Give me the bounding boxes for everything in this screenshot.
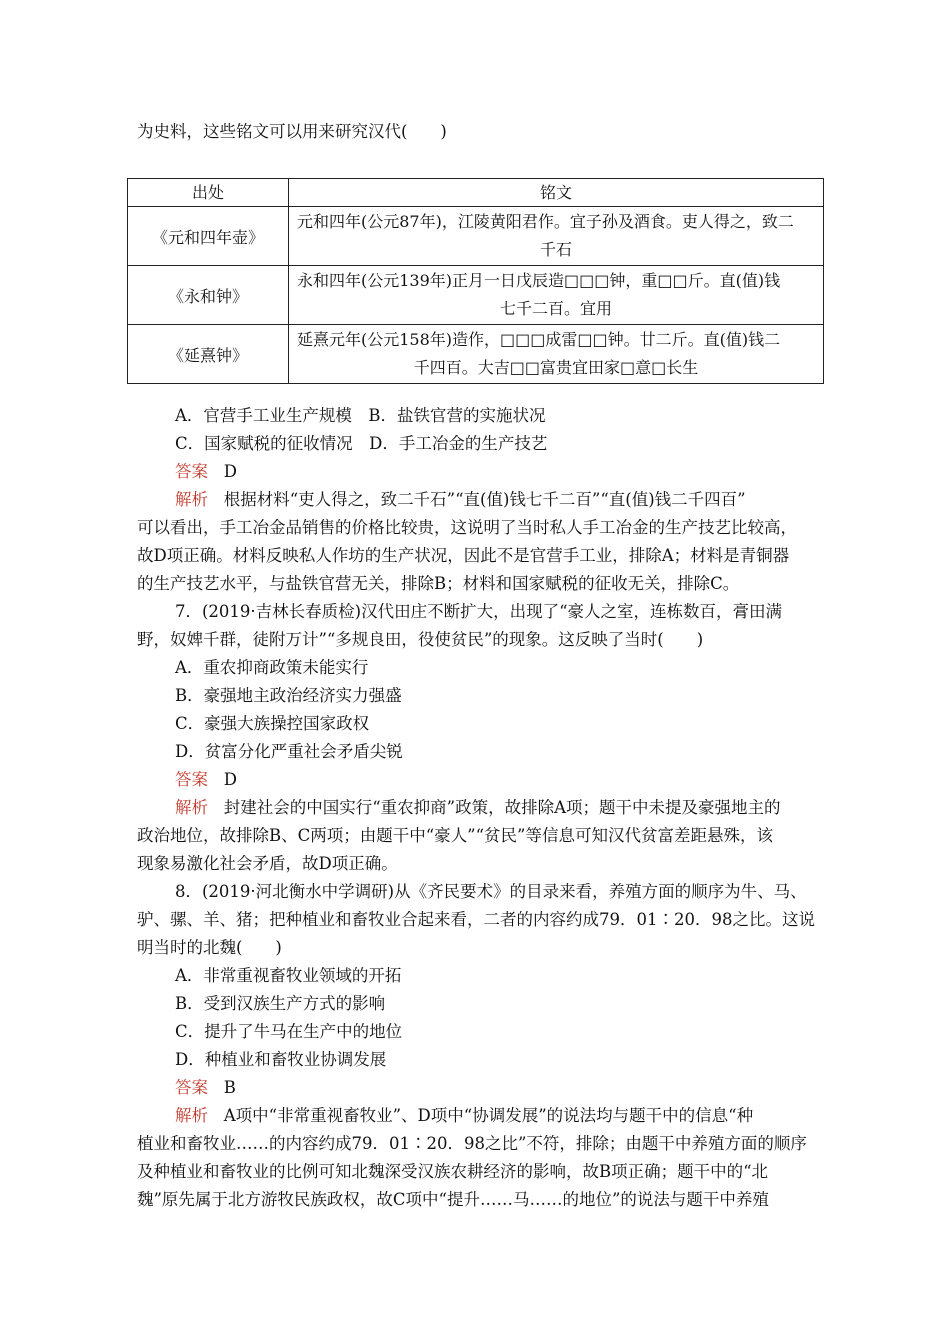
q7-stem-line: 野，奴婢千群，徒附万计”“多规良田，役使贫民”的现象。这反映了当时( ) xyxy=(137,630,704,649)
analysis-text: A项中“非常重视畜牧业”、D项中“协调发展”的说法均与题干中的信息“种 xyxy=(223,1106,754,1125)
q8-stem-line: 驴、骡、羊、猪；把种植业和畜牧业合起来看，二者的内容约成79．01∶20．98之比。这说 xyxy=(137,910,815,929)
table-header-row xyxy=(128,179,824,207)
q8-stem-line: 明当时的北魏( ) xyxy=(137,938,282,957)
analysis-text: 封建社会的中国实行“重农抑商”政策，故排除A项；题干中未提及豪强地主的 xyxy=(223,798,781,817)
inscription-line: 千石 xyxy=(539,240,572,259)
cell-inscription xyxy=(289,325,824,384)
q7-analysis-line: 现象易激化社会矛盾，故D项正确。 xyxy=(137,854,398,873)
q7-option-b: B．豪强地主政治经济实力强盛 xyxy=(175,686,402,705)
q8-analysis-line xyxy=(175,1105,753,1127)
answer-label: 答案 xyxy=(175,1078,208,1097)
answer-value: B xyxy=(223,1078,236,1097)
inscription-line: 七千二百。宜用 xyxy=(499,299,612,318)
cell-source: 《永和钟》 xyxy=(128,266,289,325)
answer-label: 答案 xyxy=(175,462,208,481)
q8-option-b: B．受到汉族生产方式的影响 xyxy=(175,994,386,1013)
inscription-line: 元和四年(公元87年)，江陵黄阳君作。宜子孙及酒食。吏人得之，致二 xyxy=(297,212,794,231)
q7-option-c: C．豪强大族操控国家政权 xyxy=(175,714,370,733)
q8-answer xyxy=(175,1077,236,1099)
header-source: 出处 xyxy=(128,179,289,207)
inscription-table xyxy=(127,178,824,384)
cell-source: 《元和四年壶》 xyxy=(128,207,289,266)
q6-analysis-line xyxy=(175,489,746,511)
inscription-line: 延熹元年(公元158年)造作，□□□成雷□□钟。廿二斤。直(值)钱二 xyxy=(297,330,781,349)
q7-stem-line: 7．(2019·吉林长春质检)汉代田庄不断扩大，出现了“豪人之室，连栋数百，膏田满 xyxy=(175,602,783,621)
q8-stem-line: 8．(2019·河北衡水中学调研)从《齐民要术》的目录来看，养殖方面的顺序为牛、马、 xyxy=(175,882,807,901)
header-inscription: 铭文 xyxy=(289,179,824,207)
q7-analysis-line: 政治地位，故排除B、C两项；由题干中“豪人”“贫民”等信息可知汉代贫富差距悬殊，该 xyxy=(137,826,773,845)
answer-label: 答案 xyxy=(175,770,208,789)
cell-inscription xyxy=(289,266,824,325)
q8-option-a: A．非常重视畜牧业领域的开拓 xyxy=(175,966,402,985)
analysis-label: 解析 xyxy=(175,490,208,509)
analysis-text: 根据材料“吏人得之，致二千石”“直(值)钱七千二百”“直(值)钱二千四百” xyxy=(223,490,746,509)
q6-options-row-1: A．官营手工业生产规模 B．盐铁官营的实施状况 xyxy=(175,406,546,425)
q7-analysis-line xyxy=(175,797,781,819)
answer-value: D xyxy=(223,770,237,789)
analysis-label: 解析 xyxy=(175,1106,208,1125)
cell-inscription xyxy=(289,207,824,266)
q6-analysis-line: 故D项正确。材料反映私人作坊的生产状况，因此不是官营手工业，排除A；材料是青铜器 xyxy=(137,546,790,565)
inscription-line: 永和四年(公元139年)正月一日戊辰造□□□钟，重□□斤。直(值)钱 xyxy=(297,271,781,290)
q8-analysis-line: 魏”原先属于北方游牧民族政权，故C项中“提升……马……的地位”的说法与题干中养殖 xyxy=(137,1190,769,1209)
cell-source: 《延熹钟》 xyxy=(128,325,289,384)
inscription-line: 千四百。大吉□□富贵宜田家□意□长生 xyxy=(413,358,699,377)
q7-option-a: A．重农抑商政策未能实行 xyxy=(175,658,369,677)
q6-answer xyxy=(175,461,237,483)
q7-answer xyxy=(175,769,237,791)
table-row xyxy=(128,266,824,325)
q8-analysis-line: 及种植业和畜牧业的比例可知北魏深受汉族农耕经济的影响，故B项正确；题干中的“北 xyxy=(137,1162,769,1181)
q8-analysis-line: 植业和畜牧业……的内容约成79．01∶20．98之比”不符，排除；由题干中养殖方面的顺序 xyxy=(137,1134,807,1153)
answer-value: D xyxy=(223,462,237,481)
question-6-stem-end: 为史料，这些铭文可以用来研究汉代( ) xyxy=(137,122,447,141)
analysis-label: 解析 xyxy=(175,798,208,817)
q8-option-c: C．提升了牛马在生产中的地位 xyxy=(175,1022,403,1041)
table-row xyxy=(128,207,824,266)
q6-options-row-2: C．国家赋税的征收情况 D．手工冶金的生产技艺 xyxy=(175,434,548,453)
q7-option-d: D．贫富分化严重社会矛盾尖锐 xyxy=(175,742,403,761)
q6-analysis-line: 的生产技艺水平，与盐铁官营无关，排除B；材料和国家赋税的征收无关，排除C。 xyxy=(137,574,740,593)
table-row xyxy=(128,325,824,384)
q8-option-d: D．种植业和畜牧业协调发展 xyxy=(175,1050,387,1069)
q6-analysis-line: 可以看出，手工冶金品销售的价格比较贵，这说明了当时私人手工冶金的生产技艺比较高， xyxy=(137,518,797,537)
